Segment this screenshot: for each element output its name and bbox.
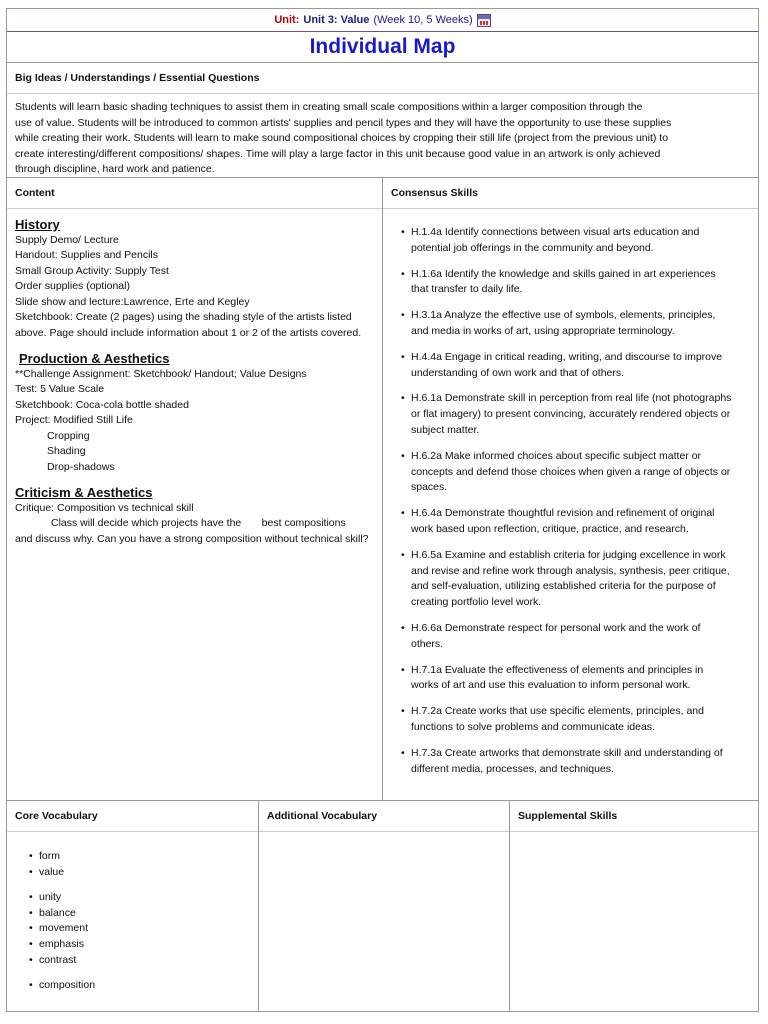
consensus-skill-item bbox=[401, 704, 742, 736]
consensus-skill-line: • H.1.4a Identify connections between visual arts education and bbox=[411, 226, 700, 238]
consensus-skill-line: • H.3.1a Analyze the effective use of symbols, elements, principles, bbox=[411, 309, 716, 322]
supplemental-skills-column bbox=[510, 801, 758, 1011]
consensus-skills-list bbox=[383, 209, 758, 777]
consensus-skill-line: potential job offerings in the community and beyond. bbox=[411, 241, 654, 254]
vocab-item: • emphasis bbox=[29, 937, 258, 953]
consensus-skill-line: spaces. bbox=[411, 481, 448, 494]
page-title: Individual Map bbox=[309, 35, 456, 58]
core-vocabulary-column bbox=[7, 801, 259, 1011]
consensus-skill-item bbox=[401, 391, 742, 438]
content-heading: Content bbox=[7, 178, 382, 209]
history-line: Order supplies (optional) bbox=[15, 280, 130, 292]
history-line: Handout: Supplies and Pencils bbox=[15, 249, 159, 261]
consensus-skill-item bbox=[401, 506, 742, 538]
vocab-item: • form bbox=[29, 849, 258, 865]
title-bar bbox=[7, 32, 758, 63]
consensus-skill-item bbox=[401, 308, 742, 340]
criticism-line: and discuss why. Can you have a strong composition without technical skill? bbox=[15, 532, 369, 545]
core-vocabulary-heading: Core Vocabulary bbox=[7, 801, 258, 832]
consensus-skill-line: and media in works of art, using appropriate terminology. bbox=[411, 324, 675, 337]
criticism-line: Critique: Composition vs technical skill bbox=[15, 501, 194, 514]
consensus-skill-line: that transfer to daily life. bbox=[411, 283, 523, 296]
history-line: Supply Demo/ Lecture bbox=[15, 233, 119, 246]
consensus-skill-line: functions to solve problems and communicate ideas. bbox=[411, 720, 655, 733]
vocab-item: • movement bbox=[29, 921, 258, 937]
consensus-skill-item bbox=[401, 663, 742, 695]
consensus-skill-line: • H.7.3a Create artworks that demonstrate skill and understanding of bbox=[411, 746, 723, 759]
history-line: Sketchbook: Create (2 pages) using the shading style of the artists listed bbox=[15, 311, 352, 323]
consensus-heading: Consensus Skills bbox=[383, 178, 758, 209]
consensus-skill-item bbox=[401, 449, 742, 496]
unit-key-label: Unit: bbox=[274, 14, 300, 26]
consensus-skill-item bbox=[401, 746, 742, 778]
consensus-skill-item bbox=[401, 548, 742, 611]
unit-name: Unit 3: Value bbox=[303, 14, 370, 26]
consensus-skill-item bbox=[401, 225, 742, 257]
content-skills-section bbox=[7, 178, 758, 801]
consensus-skill-line: and revise and refine work through analysis, synthesis, peer critique, bbox=[411, 564, 730, 577]
criticism-heading: Criticism & Aesthetics bbox=[15, 485, 153, 500]
production-line: Test: 5 Value Scale bbox=[15, 383, 105, 395]
history-heading: History bbox=[15, 217, 60, 232]
consensus-skill-line: • H.6.5a Examine and establish criteria for judging excellence in work bbox=[411, 548, 726, 561]
big-ideas-line: create interesting/different compositions/ shapes. Time will play a large factor in this unit because good value in an artwork is only achieved bbox=[15, 147, 661, 160]
consensus-skill-line: • H.7.2a Create works that use specific elements, principles, and bbox=[411, 705, 704, 718]
individual-map-page bbox=[6, 8, 759, 1012]
vocab-item: • value bbox=[29, 865, 258, 881]
vocab-item: • unity bbox=[29, 890, 258, 906]
consensus-skill-line: • H.1.6a Identify the knowledge and skills gained in art experiences bbox=[411, 267, 716, 280]
big-ideas-line: while creating their work. Students will learn to make sound compositional choices by cropping their still life (project from the previous unit) to bbox=[15, 132, 669, 145]
consensus-skill-item bbox=[401, 350, 742, 382]
content-body bbox=[7, 209, 382, 553]
consensus-skill-line: works of art and use this evaluation to inform personal work. bbox=[411, 679, 691, 692]
big-ideas-heading: Big Ideas / Understandings / Essential Questions bbox=[7, 63, 758, 94]
consensus-skill-line: and self-evaluation, utilizing established criteria for the purpose of bbox=[411, 580, 716, 593]
consensus-skill-item bbox=[401, 621, 742, 653]
consensus-skill-line: different media, processes, and techniques. bbox=[411, 762, 614, 775]
big-ideas-line: Students will learn basic shading techniques to assist them in creating small scale compositions within a larger composition through the bbox=[15, 101, 643, 113]
unit-header bbox=[7, 9, 758, 32]
consensus-skill-line: • H.6.6a Demonstrate respect for personal work and the work of bbox=[411, 621, 701, 634]
consensus-skill-line: understanding of own work and that of others. bbox=[411, 366, 625, 379]
unit-weeks: (Week 10, 5 Weeks) bbox=[373, 14, 473, 26]
production-line: **Challenge Assignment: Sketchbook/ Handout; Value Designs bbox=[15, 367, 307, 380]
consensus-skill-line: • H.6.4a Demonstrate thoughtful revision and refinement of original bbox=[411, 507, 715, 520]
core-vocabulary-list bbox=[7, 832, 258, 994]
consensus-skill-line: concepts and defend those choices when given a range of objects or bbox=[411, 465, 731, 478]
production-heading: Production & Aesthetics bbox=[19, 351, 170, 366]
history-line: above. Page should include information about 1 or 2 of the artists covered. bbox=[15, 326, 362, 339]
consensus-skill-line: work based upon reflection, critique, practice, and research. bbox=[411, 522, 689, 535]
calendar-icon[interactable] bbox=[477, 14, 491, 27]
consensus-skill-line: • H.7.1a Evaluate the effectiveness of elements and principles in bbox=[411, 663, 704, 676]
production-line: Sketchbook: Coca-cola bottle shaded bbox=[15, 398, 189, 411]
project-sub-item: Drop-shadows bbox=[47, 460, 115, 473]
supplemental-skills-heading: Supplemental Skills bbox=[510, 801, 758, 832]
big-ideas-text bbox=[7, 94, 758, 178]
additional-vocabulary-heading: Additional Vocabulary bbox=[259, 801, 509, 832]
project-sub-item: Shading bbox=[47, 445, 86, 457]
consensus-skill-line: • H.6.1a Demonstrate skill in perception from real life (not photographs bbox=[411, 392, 732, 405]
consensus-skill-line: • H.4.4a Engage in critical reading, writing, and discourse to improve bbox=[411, 350, 723, 363]
consensus-skill-item bbox=[401, 267, 742, 299]
consensus-skill-line: subject matter. bbox=[411, 423, 480, 436]
history-line: Small Group Activity: Supply Test bbox=[15, 264, 169, 277]
content-column bbox=[7, 178, 383, 800]
criticism-line: Class will decide which projects have the best compositions bbox=[51, 517, 346, 529]
additional-vocabulary-column bbox=[259, 801, 510, 1011]
vocab-item: • contrast bbox=[29, 953, 258, 969]
consensus-skill-line: • H.6.2a Make informed choices about specific subject matter or bbox=[411, 449, 702, 462]
history-line: Slide show and lecture:Lawrence, Erte and Kegley bbox=[15, 295, 250, 308]
project-sub-item: Cropping bbox=[47, 429, 90, 442]
consensus-skills-column bbox=[383, 178, 758, 800]
production-line: Project: Modified Still Life bbox=[15, 414, 133, 426]
consensus-skill-line: or flat imagery) to present convincing, accurately rendered objects or bbox=[411, 408, 731, 421]
vocab-item: • balance bbox=[29, 906, 258, 922]
vocab-item: • composition bbox=[29, 978, 258, 994]
vocabulary-section bbox=[7, 801, 758, 1011]
consensus-skill-line: others. bbox=[411, 637, 444, 650]
big-ideas-line: use of value. Students will be introduced to common artists' supplies and pencil types and they will have the opportunity to use these supplies bbox=[15, 116, 672, 129]
big-ideas-line: through discipline, hard work and patience. bbox=[15, 163, 215, 176]
consensus-skill-line: creating portfolio level work. bbox=[411, 596, 542, 609]
